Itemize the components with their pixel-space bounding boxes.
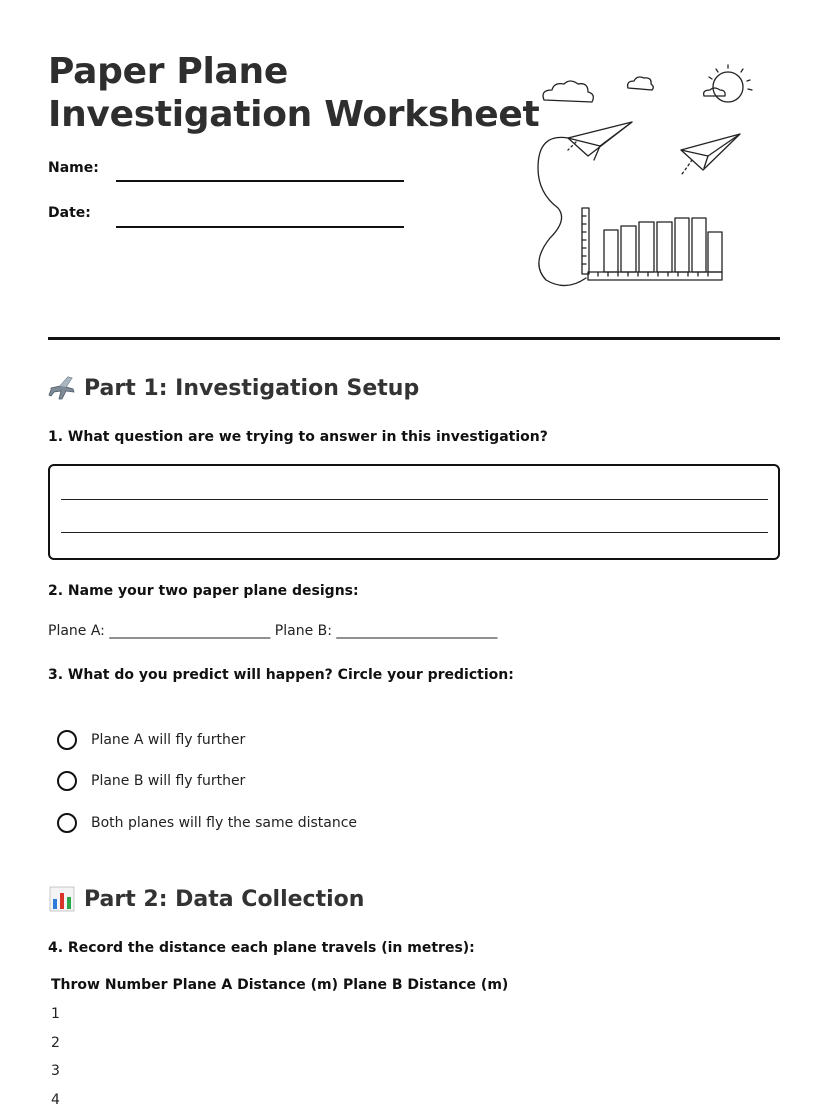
paper-plane-icon <box>568 122 632 160</box>
name-label: Name: <box>48 160 99 176</box>
question-4: 4. Record the distance each plane travels (in metres): <box>48 940 475 956</box>
title-line-1: Paper Plane <box>48 51 288 92</box>
question-2: 2. Name your two paper plane designs: <box>48 583 359 599</box>
part2-heading <box>48 885 364 913</box>
title-line-2: Investigation Worksheet <box>48 94 540 135</box>
prediction-option-a[interactable] <box>57 730 245 750</box>
page-title <box>48 50 539 136</box>
data-table-header <box>51 977 508 993</box>
part1-heading <box>48 374 419 402</box>
table-row[interactable]: 4 <box>51 1092 60 1108</box>
cloud-icon <box>628 77 654 90</box>
column-header: Throw Number <box>51 977 168 993</box>
airplane-icon <box>48 374 76 402</box>
option-label: Both planes will fly the same distance <box>91 815 358 831</box>
date-label: Date: <box>48 205 91 221</box>
sun-icon <box>704 65 752 102</box>
name-field[interactable] <box>116 180 404 182</box>
radio-circle-icon[interactable] <box>57 771 77 791</box>
question-1: 1. What question are we trying to answer in this investigation? <box>48 429 548 445</box>
bar-chart-icon <box>48 885 76 913</box>
option-label: Plane B will fly further <box>91 773 246 789</box>
prediction-option-b[interactable] <box>57 771 245 791</box>
date-field[interactable] <box>116 226 404 228</box>
plane-names-line[interactable]: Plane A: _______________________ Plane B: _______________________ <box>48 623 498 639</box>
table-row[interactable]: 2 <box>51 1035 60 1051</box>
paper-plane-icon <box>681 134 740 174</box>
prediction-option-same[interactable] <box>57 813 357 833</box>
answer-line <box>61 532 768 533</box>
header-illustration <box>528 60 763 290</box>
header-divider <box>48 337 780 340</box>
column-header: Plane B Distance (m) <box>343 977 509 993</box>
table-row[interactable]: 1 <box>51 1006 60 1022</box>
answer-box[interactable] <box>48 464 780 560</box>
answer-line <box>61 499 768 500</box>
option-label: Plane A will fly further <box>91 732 246 748</box>
cloud-icon <box>543 81 593 102</box>
ruler-icon <box>582 208 722 280</box>
bar-graph-icon <box>604 218 722 272</box>
radio-circle-icon[interactable] <box>57 813 77 833</box>
radio-circle-icon[interactable] <box>57 730 77 750</box>
part2-title: Part 2: Data Collection <box>84 886 365 912</box>
question-3: 3. What do you predict will happen? Circle your prediction: <box>48 667 514 683</box>
table-row[interactable]: 3 <box>51 1063 60 1079</box>
part1-title: Part 1: Investigation Setup <box>84 375 420 401</box>
column-header: Plane A Distance (m) <box>172 977 339 993</box>
